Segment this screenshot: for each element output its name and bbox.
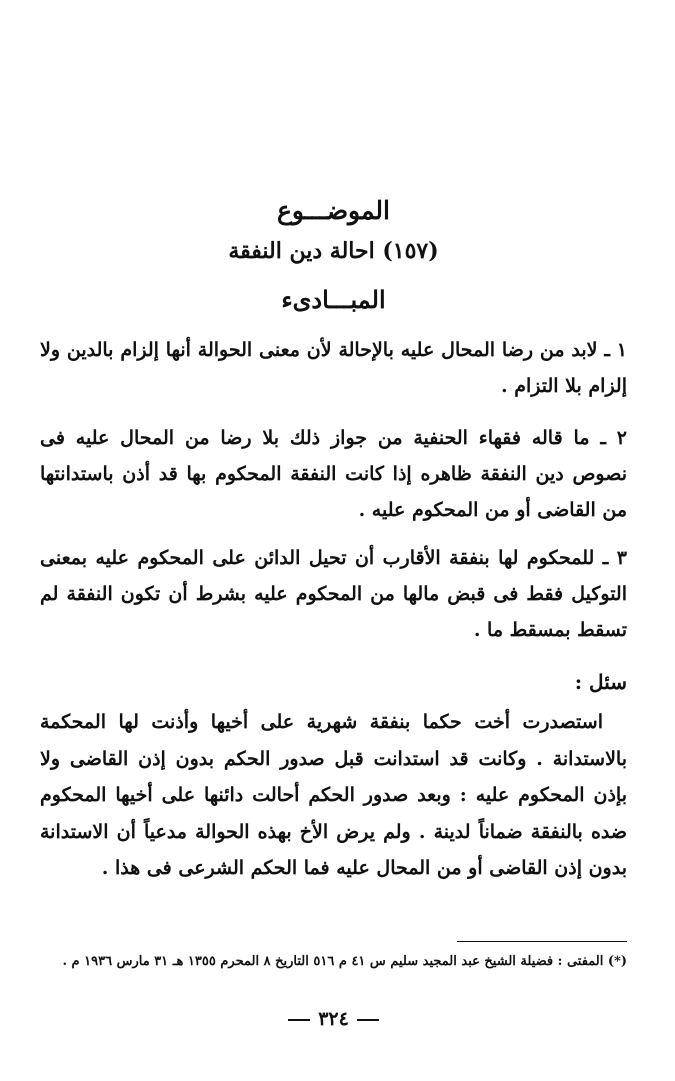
- page-number-dash-right: [357, 1019, 379, 1021]
- subject-heading: الموضـــوع: [277, 196, 390, 225]
- page-number-container: [40, 1008, 627, 1030]
- document-page: [40, 0, 627, 1081]
- principles-heading: المبـــادىء: [281, 285, 386, 314]
- page-number: ٣٢٤: [318, 1008, 349, 1030]
- page-number-dash-left: [288, 1019, 310, 1021]
- fatwa-title: (١٥٧) احالة دين النفقة: [228, 238, 439, 264]
- principle-3: ٣ ـ للمحكوم لها بنفقة الأقارب أن تحيل الدائن على المحكوم عليه بمعنى التوكيل فقط فى قبض مالها من المحكوم عليه بشرط أن تكون النفقة لم تسقط بمسقط ما .: [40, 547, 627, 641]
- principle-1: ١ ـ لابد من رضا المحال عليه بالإحالة لأن معنى الحوالة أنها إلزام بالدين ولا إلزام بلا التزام .: [40, 339, 627, 397]
- footnote-divider: [457, 941, 627, 942]
- footnote: (*) المفتى : فضيلة الشيخ عبد المجيد سليم س ٤١ م ٥١٦ التاريخ ٨ المحرم ١٣٥٥ هـ ٣١ مارس ١٩٣٦ م .: [62, 954, 627, 969]
- question-text: استصدرت أخت حكما بنفقة شهرية على أخيها وأذنت لها المحكمة بالاستدانة . وكانت قد استدانت قبل صدور الحكم بدون إذن القاضى ولا بإذن المحكوم عليه : وبعد صدور الحكم أحالت دائنها على أخيها المحكوم ضده بالنفقة ضماناً لدينة . ولم يرض الأخ بهذه الحوالة مدعياً أن الاستدانة بدون إذن القاضى أو من المحال عليه فما الحكم الشرعى فى هذا .: [40, 711, 627, 879]
- question-label: سئل :: [574, 670, 627, 694]
- principle-2: ٢ ـ ما قاله فقهاء الحنفية من جواز ذلك بلا رضا من المحال عليه فى نصوص دين النفقة ظاهره إذا كانت النفقة المحكوم بها قد أذن باستدانتها من القاضى أو من المحكوم عليه .: [40, 427, 627, 521]
